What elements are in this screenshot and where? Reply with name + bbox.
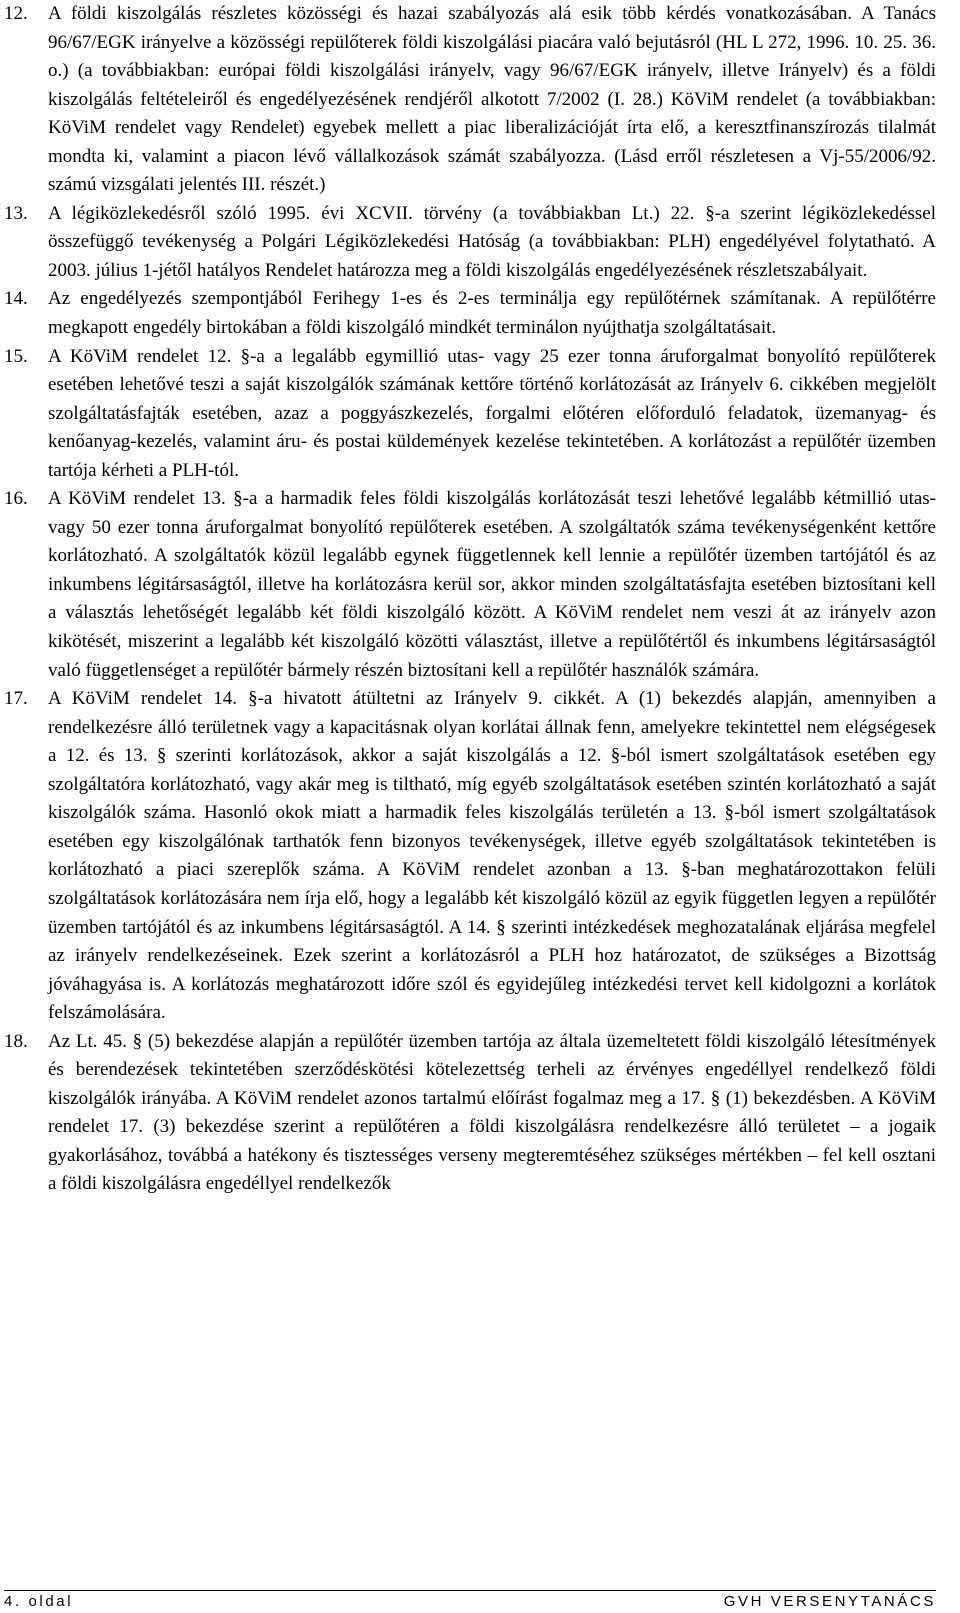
paragraph-text: A KöViM rendelet 12. §-a a legalább egymillió utas- vagy 25 ezer tonna áruforgalmat bonyolító repülőterek esetében lehetővé teszi a saját kiszolgálók számának kettőre történő korlátozását az Irányelv 6. cikkében megjelölt szolgáltatásfajták esetében, azaz a poggyászkezelés, forgalmi előtéren előforduló feladatok, üzemanyag- és kenőanyag-kezelés, valamint áru- és postai küldemények kezelése tekintetében. A korlátozást a repülőtér üzemben tartója kérheti a PLH-tól.: [48, 345, 936, 481]
paragraph-text: Az engedélyezés szempontjából Ferihegy 1-es és 2-es terminálja egy repülőtérnek számítanak. A repülőtérre megkapott engedély birtokában a földi kiszolgáló mindkét terminálon nyújthatja szolgáltatásait.: [48, 288, 936, 339]
paragraph-number: 16.: [4, 488, 28, 510]
paragraph-text: Az Lt. 45. § (5) bekezdése alapján a repülőtér üzemben tartója az általa üzemeltetett földi kiszolgáló létesítmények és berendezések tekintetében szerződéskötési kötelezettség terheli az érvényes engedéllyel rendelkező földi kiszolgálók irányába. A KöViM rendelet azonos tartalmú előírást fogalmaz meg a 17. § (1) bekezdésben. A KöViM rendelet 17. (3) bekezdése szerint a repülőtéren a földi kiszolgálásra rendelkezésre álló területet – a jogaik gyakorlásához, továbbá a hatékony és tisztességes verseny megteremtéséhez szükséges mértékben – fel kell osztani a földi kiszolgálásra engedéllyel rendelkezők: [48, 1030, 936, 1195]
paragraph-18: [4, 1028, 936, 1199]
paragraph-number: 14.: [4, 288, 28, 310]
paragraph-number: 12.: [4, 3, 28, 24]
paragraph-text: A légiközlekedésről szóló 1995. évi XCVII. törvény (a továbbiakban Lt.) 22. §-a szerint légiközlekedéssel összefüggő tevékenység a Polgári Légiközlekedési Hatóság (a továbbiakban: PLH) engedélyével folytatható. A 2003. július 1-jétől hatályos Rendelet határozza meg a földi kiszolgálás engedélyezésének részletszabályait.: [48, 202, 936, 281]
paragraph-13: [4, 200, 936, 286]
paragraph-number: 18.: [4, 1030, 28, 1052]
paragraph-text: A földi kiszolgálás részletes közösségi és hazai szabályozás alá esik több kérdés vonatkozásában. A Tanács 96/67/EGK irányelve a közösségi repülőterek földi kiszolgálási piacára való bejutásról (HL L 272, 1996. 10. 25. 36. o.) (a továbbiakban: európai földi kiszolgálási irányelv, vagy 96/67/EGK irányelv, illetve Irányelv) és a földi kiszolgálás feltételeiről és engedélyezésének rendjéről alkotott 7/2002 (I. 28.) KöViM rendelet (a továbbiakban: KöViM rendelet vagy Rendelet) egyebek mellett a piac liberalizációját írta elő, a keresztfinanszírozás tilalmát mondta ki, valamint a piacon lévő vállalkozások számát szabályozza. (Lásd erről részletesen a Vj-55/2006/92. számú vizsgálati jelentés III. részét.): [48, 3, 936, 196]
footer-divider: [4, 1590, 936, 1591]
paragraph-number: 17.: [4, 688, 28, 710]
paragraph-text: A KöViM rendelet 14. §-a hivatott átültetni az Irányelv 9. cikkét. A (1) bekezdés alapján, amennyiben a rendelkezésre álló területnek vagy a kapacitásnak olyan korlátai állnak fenn, amelyekre tekintettel nem elégségesek a 12. és 13. § szerinti korlátozások, akkor a saját kiszolgálás a 12. §-ból ismert szolgáltatások esetében egy szolgáltatóra korlátozható, vagy akár meg is tiltható, míg egyéb szolgáltatások esetében szintén korlátozható a saját kiszolgálók száma. Hasonló okok miatt a harmadik feles kiszolgálás területén a 13. §-ból ismert szolgáltatások esetében egy kiszolgálónak tarthatók fenn bizonyos tevékenységek, illetve egyéb szolgáltatások tekintetében is korlátozható a piaci szereplők száma. A KöViM rendelet azonban a 13. §-ban meghatározottakon felüli szolgáltatások korlátozására nem írja elő, hogy a legalább két kiszolgáló közül az egyik független legyen a repülőtér üzemben tartójától és az inkumbens légitársaságtól. A 14. § szerinti intézkedések meghozatalának eljárása megfelel az irányelv rendelkezéseinek. Ezek szerint a korlátozásról a PLH hoz határozatot, de szükséges a Bizottság jóváhagyása is. A korlátozás meghatározott időre szól és egyidejűleg intézkedési tervet kell kidolgozni a korlátok felszámolására.: [48, 688, 936, 1024]
page-number: 4. oldal: [4, 1593, 74, 1610]
paragraph-text: A KöViM rendelet 13. §-a a harmadik feles földi kiszolgálás korlátozását teszi lehetővé legalább kétmillió utas- vagy 50 ezer tonna áruforgalmat bonyolító repülőterek esetében. A szolgáltatók száma tevékenységenként kettőre korlátozható. A szolgáltatók közül legalább egynek függetlennek kell lennie a repülőtér üzemben tartójától és az inkumbens légitársaságtól, illetve ha korlátozásra kerül sor, akkor minden szolgáltatásfajta esetében biztosítani kell a választás lehetőségét legalább két földi kiszolgáló között. A KöViM rendelet nem veszi át az irányelv azon kikötését, miszerint a legalább két kiszolgáló közötti választást, illetve a repülőtértől és inkumbens légitársaságtól való függetlenséget a repülőtér bármely részén biztosítani kell a repülőtér használók számára.: [48, 488, 936, 681]
paragraph-12: [4, 0, 936, 200]
paragraph-15: [4, 343, 936, 486]
paragraph-number: 13.: [4, 202, 28, 224]
document-body: [4, 0, 936, 1199]
paragraph-16: [4, 485, 936, 685]
paragraph-17: [4, 685, 936, 1028]
footer-organization: GVH VERSENYTANÁCS: [723, 1593, 936, 1610]
page-footer: [4, 1593, 936, 1613]
paragraph-14: [4, 285, 936, 342]
paragraph-number: 15.: [4, 345, 28, 367]
